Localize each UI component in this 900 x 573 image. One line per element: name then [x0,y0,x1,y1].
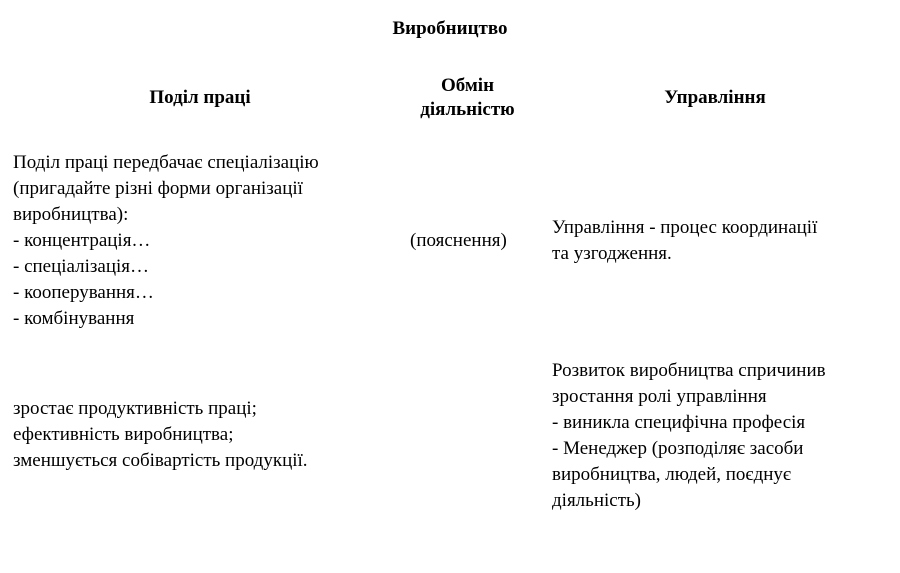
column-header-division-of-labor: Поділ праці [149,87,251,108]
row2-management-text: Розвиток виробництва спричинив зростання ролі управління - виникла специфічна професія - Менеджер (розподіляє засоби виробництва, людей, поєднує діяльність) [552,360,826,511]
column-header-management: Управління [664,87,766,108]
row2-division-of-labor-text: зростає продуктивність праці; ефективність виробництва; зменшується собівартість продукції. [13,398,308,471]
row1-division-of-labor-text: Поділ праці передбачає спеціалізацію (пригадайте різні форми організації виробництва): - концентрація… - спеціалізація… - кооперування… - комбінування [13,152,319,329]
row1-exchange-text: (пояснення) [410,230,507,251]
column-header-exchange-line1: Обмін [440,75,495,96]
column-header-exchange-line2: діяльністю [420,99,515,120]
row1-management-text: Управління - процес координації та узгодження. [552,217,818,264]
column-header-exchange-of-activity [395,74,540,122]
page-title: Виробництво [392,18,508,39]
